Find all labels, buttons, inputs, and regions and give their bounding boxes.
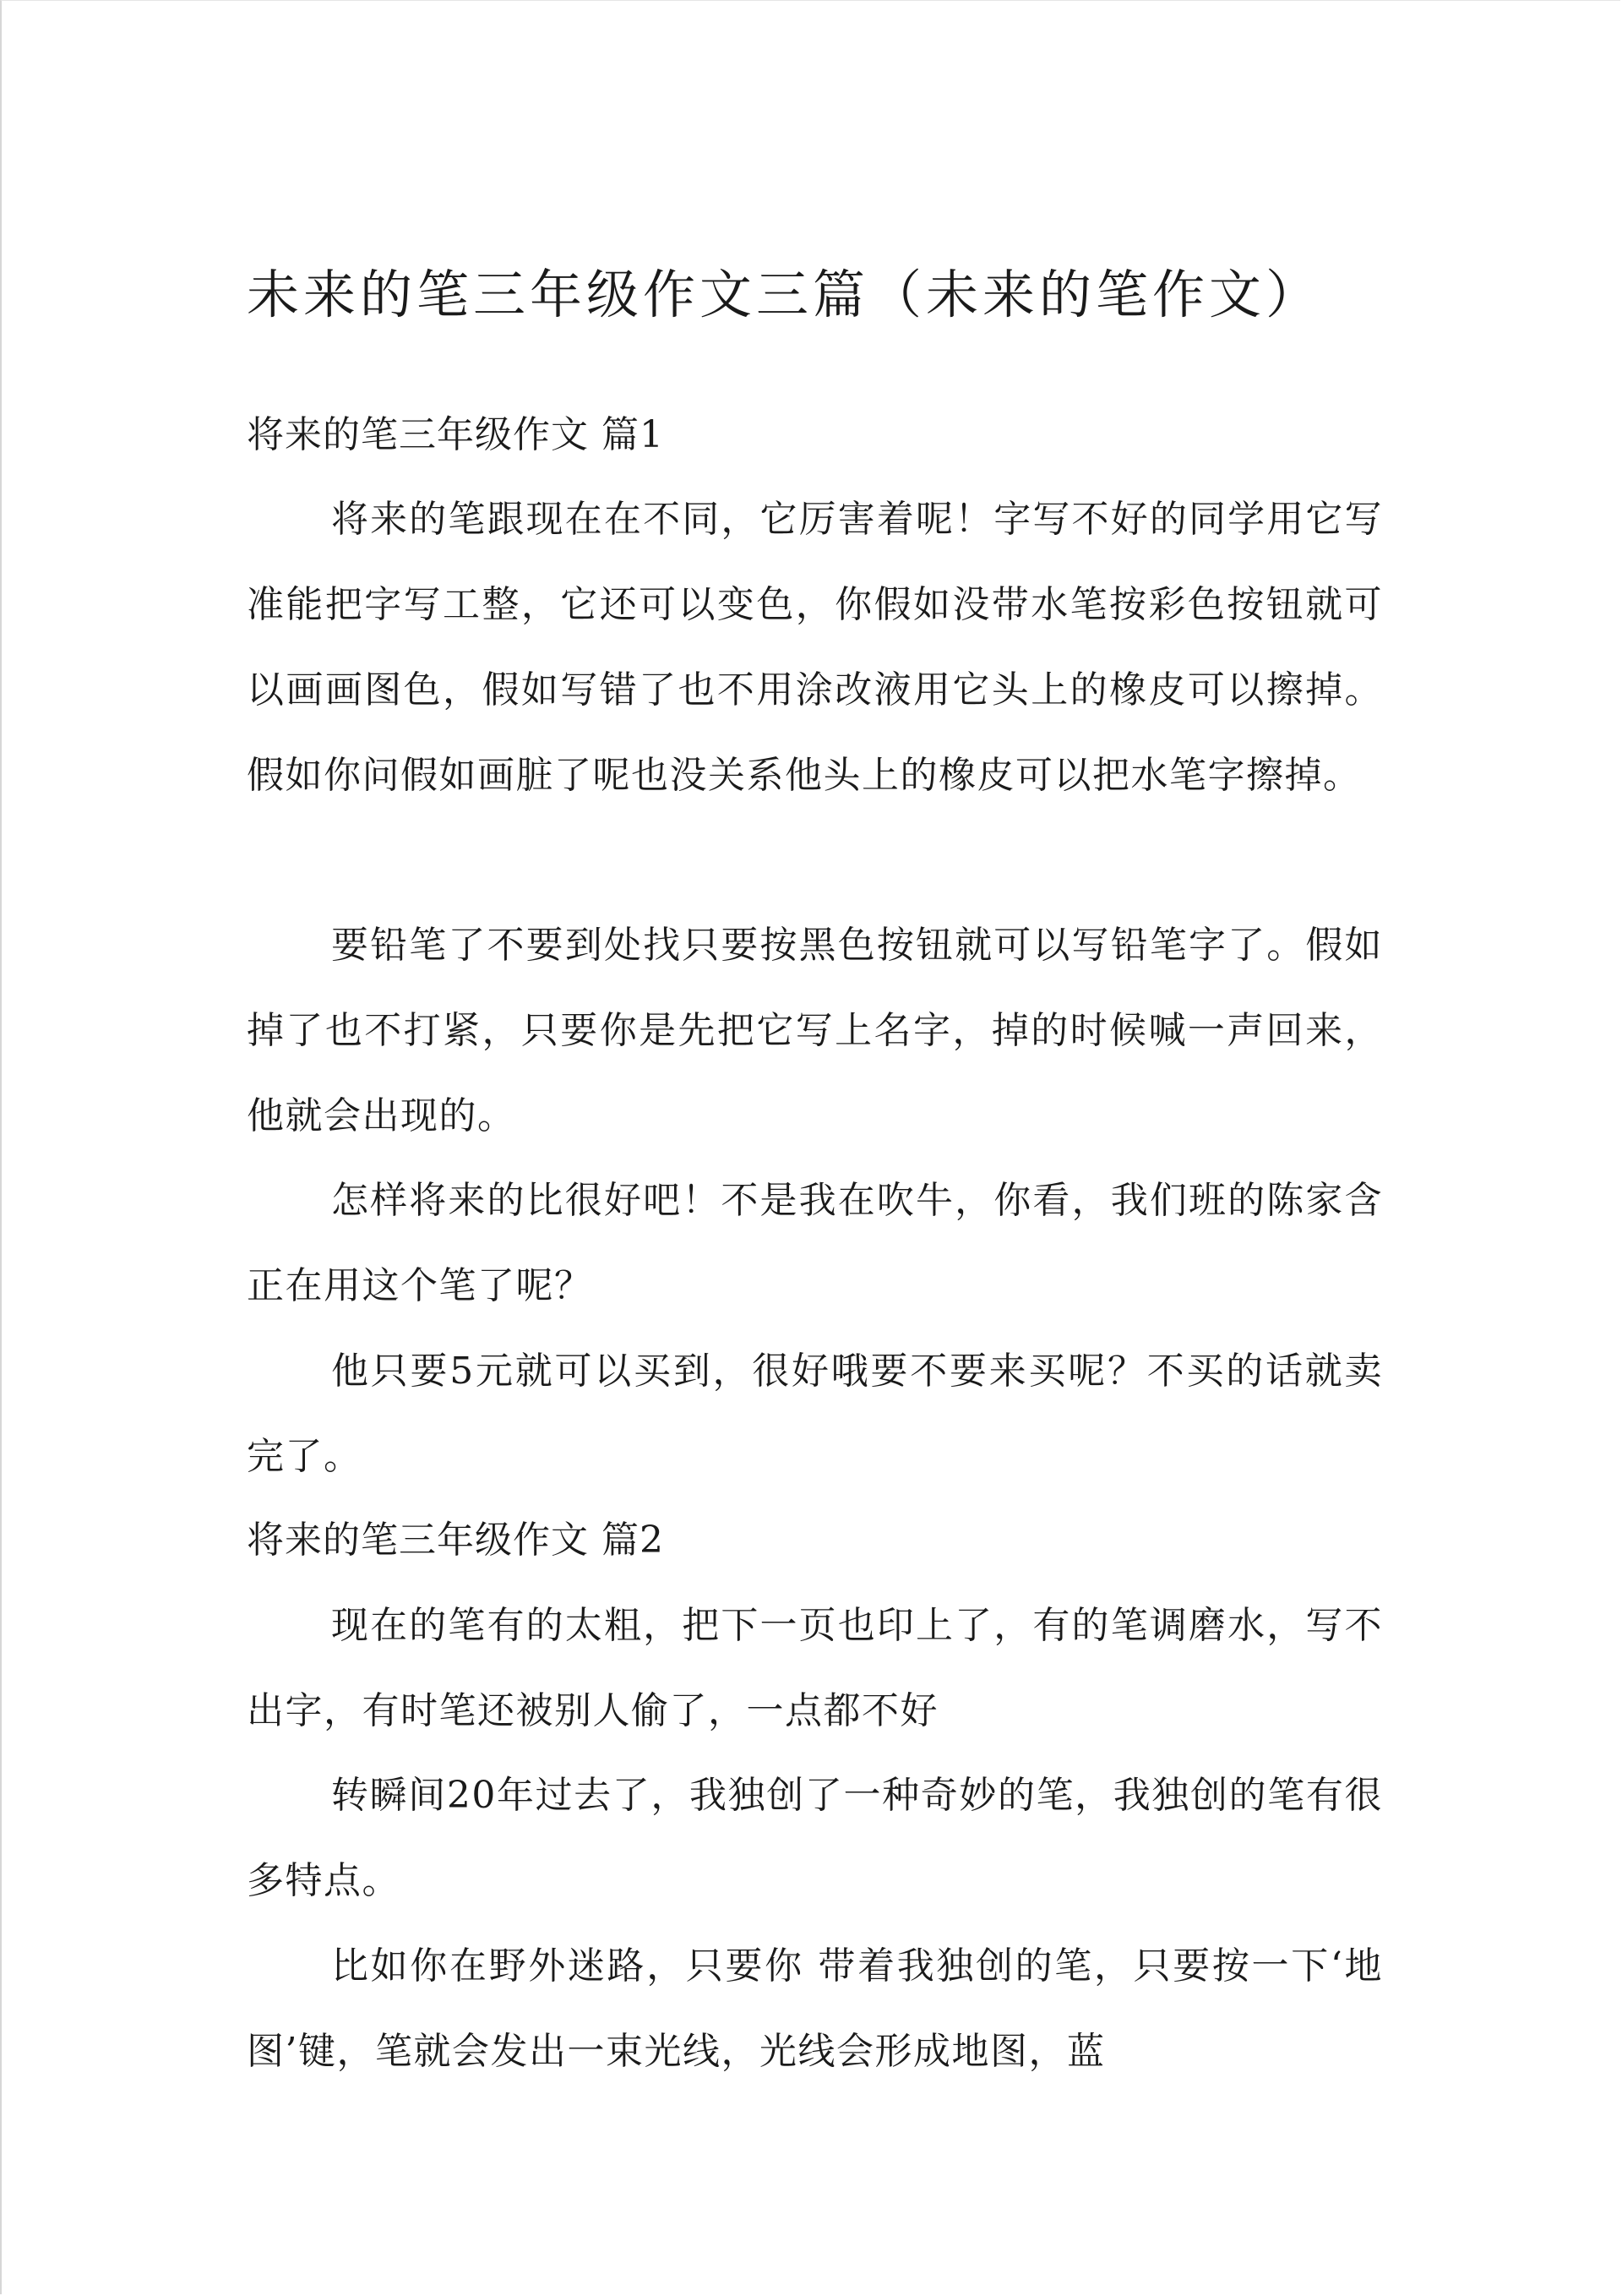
document-title: 未来的笔三年级作文三篇（未来的笔作文） [247, 264, 1323, 325]
paragraph: 要铅笔了不要到处找只要按黑色按钮就可以写铅笔字了。假如掉了也不打紧，只要你是先把它写上名字，掉的时候喊一声回来，他就会出现的。 [247, 924, 1383, 1137]
paragraph: 将来的笔跟现在在不同，它厉害着呢！字写不好的同学用它写准能把字写工整，它还可以变色，你假如没带水笔按彩色按钮就可以画画图色，假如写错了也不用涂改液用它头上的橡皮可以擦掉。假如你问假如画脏了呢也没关系他头上的橡皮可以把水笔字擦掉。 [247, 498, 1383, 797]
paragraph: 他只要5元就可以买到，很好哦要不要来买呢？不买的话就卖完了。 [247, 1350, 1383, 1478]
paragraph: 现在的笔有的太粗，把下一页也印上了，有的笔调磨水，写不出字，有时笔还被别人偷了，一点都不好 [247, 1604, 1383, 1732]
paragraph: 怎样将来的比很好吧！不是我在吹牛，你看，我们班的陈家含正在用这个笔了呢？ [247, 1179, 1383, 1307]
section-heading-2: 将来的笔三年级作文 篇2 [247, 1519, 664, 1562]
paragraph: 转瞬间20年过去了，我独创了一种奇妙的笔，我独创的笔有很多特点。 [247, 1774, 1383, 1902]
paragraph: 比如你在野外迷路，只要你 带着我独创的笔，只要按一下‘地图’键，笔就会发出一束光线，光线会形成地图，蓝 [247, 1944, 1383, 2073]
section-heading-1: 将来的笔三年级作文 篇1 [247, 413, 664, 456]
